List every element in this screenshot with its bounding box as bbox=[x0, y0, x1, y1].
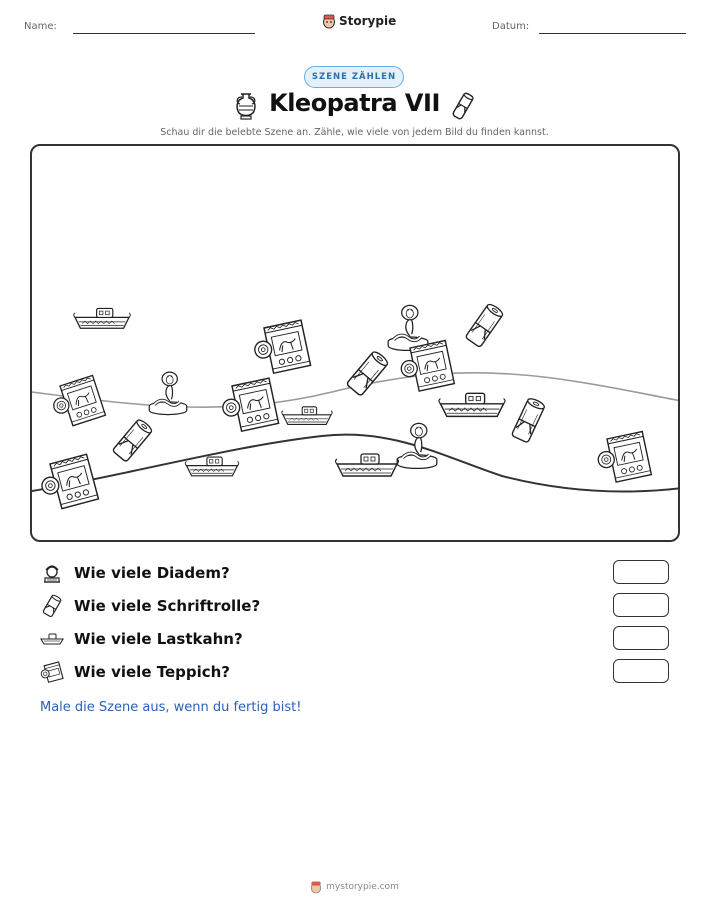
question-carpet bbox=[40, 660, 230, 684]
boat-icon bbox=[336, 454, 399, 476]
date-label: Datum: bbox=[492, 21, 530, 32]
answer-box-scroll[interactable] bbox=[613, 593, 669, 617]
name-label: Name: bbox=[24, 21, 57, 32]
question-scroll bbox=[40, 594, 260, 618]
name-field-line[interactable] bbox=[73, 33, 255, 34]
answer-box-carpet[interactable] bbox=[613, 659, 669, 683]
question-text: Wie viele Teppich? bbox=[74, 663, 231, 681]
carpet-icon bbox=[48, 375, 105, 429]
answer-box-boat[interactable] bbox=[613, 626, 669, 650]
footer-url: mystorypie.com bbox=[326, 882, 399, 892]
question-text: Wie viele Lastkahn? bbox=[74, 630, 243, 648]
boat-icon bbox=[74, 308, 131, 328]
scroll-icon bbox=[346, 350, 389, 396]
storypie-mascot-icon bbox=[310, 880, 322, 894]
carpet-icon bbox=[40, 660, 64, 684]
scene-drawing bbox=[32, 146, 680, 542]
date-field-line[interactable] bbox=[539, 33, 686, 34]
question-diadem bbox=[40, 561, 230, 585]
counting-scene bbox=[30, 144, 680, 542]
question-text: Wie viele Schriftrolle? bbox=[74, 597, 261, 615]
storypie-mascot-icon bbox=[322, 13, 336, 29]
scroll-icon bbox=[112, 418, 153, 462]
scroll-icon bbox=[40, 594, 64, 618]
boat-icon bbox=[40, 629, 64, 649]
carpet-icon bbox=[37, 454, 99, 512]
scroll-icon bbox=[450, 91, 476, 121]
carpet-icon bbox=[594, 432, 651, 485]
boat-icon bbox=[439, 393, 505, 416]
scroll-icon bbox=[465, 302, 504, 347]
boat-icon bbox=[282, 407, 332, 425]
activity-badge: SZENE ZÄHLEN bbox=[304, 66, 404, 88]
question-boat bbox=[40, 627, 243, 651]
brand-name: Storypie bbox=[339, 14, 397, 28]
brand-logo bbox=[322, 13, 396, 29]
cobra-icon bbox=[388, 305, 428, 350]
page-title: Kleopatra VII bbox=[269, 89, 440, 117]
carpet-icon bbox=[219, 378, 279, 434]
instructions: Schau dir die belebte Szene an. Zähle, wie viele von jedem Bild du finden kannst. bbox=[160, 127, 549, 138]
carpet-icon bbox=[251, 320, 311, 376]
boat-icon bbox=[185, 457, 239, 476]
cobra-icon bbox=[397, 423, 437, 468]
footer bbox=[0, 880, 709, 894]
cobra-icon bbox=[149, 372, 186, 415]
scroll-icon bbox=[511, 397, 545, 443]
answer-box-diadem[interactable] bbox=[613, 560, 669, 584]
coloring-note: Male die Szene aus, wenn du fertig bist! bbox=[40, 700, 302, 715]
question-text: Wie viele Diadem? bbox=[74, 564, 230, 582]
diadem-icon bbox=[40, 562, 64, 584]
